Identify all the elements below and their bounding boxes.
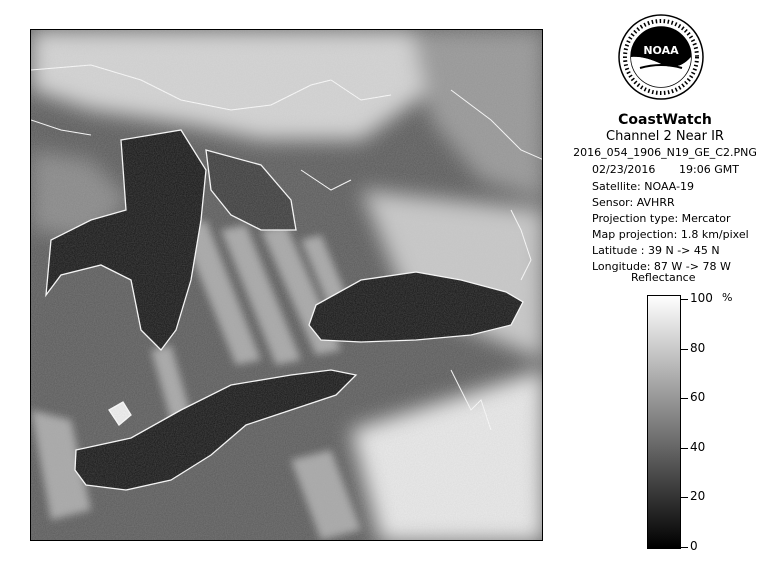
reflectance-colorbar xyxy=(647,295,681,549)
colorbar-unit: % xyxy=(722,291,733,304)
sensor-label: Sensor: AVHRR xyxy=(592,196,675,209)
colorbar-tick-label: 80 xyxy=(690,340,706,355)
product-title: CoastWatch xyxy=(618,112,712,128)
file-name: 2016_054_1906_N19_GE_C2.PNG xyxy=(573,146,757,159)
colorbar-tick xyxy=(681,448,688,449)
longitude-range: Longitude: 87 W -> 78 W xyxy=(592,260,731,273)
colorbar-tick xyxy=(681,349,688,350)
image-texture xyxy=(31,30,543,541)
acquisition-date: 02/23/2016 xyxy=(592,163,656,176)
projection-type: Projection type: Mercator xyxy=(592,212,731,225)
acquisition-time: 19:06 GMT xyxy=(679,163,739,176)
colorbar-tick-label: 100 xyxy=(690,291,713,305)
noaa-seal-icon xyxy=(618,14,704,100)
colorbar-title: Reflectance xyxy=(631,271,696,284)
colorbar-tick xyxy=(681,299,688,300)
colorbar-tick xyxy=(681,398,688,399)
map-image xyxy=(31,30,543,541)
colorbar-tick-label: 60 xyxy=(690,390,706,405)
latitude-range: Latitude : 39 N -> 45 N xyxy=(592,244,720,257)
satellite-map xyxy=(30,29,543,541)
satellite-label: Satellite: NOAA-19 xyxy=(592,180,695,193)
colorbar-tick-label: 40 xyxy=(690,439,706,454)
colorbar-tick xyxy=(681,547,688,548)
logo-text: NOAA xyxy=(643,44,679,57)
colorbar-tick xyxy=(681,497,688,498)
channel-label: Channel 2 Near IR xyxy=(606,129,724,144)
map-projection: Map projection: 1.8 km/pixel xyxy=(592,228,749,241)
colorbar-tick-label: 0 xyxy=(690,539,698,553)
colorbar-tick-label: 20 xyxy=(690,489,706,504)
